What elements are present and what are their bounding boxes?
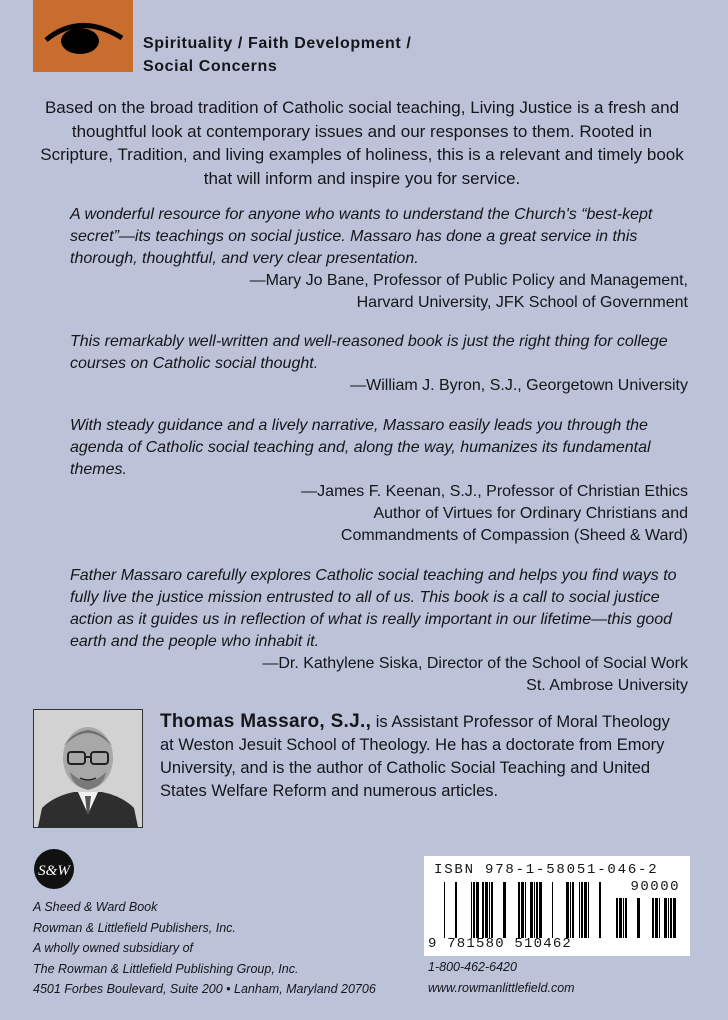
publisher-line: A Sheed & Ward Book bbox=[33, 900, 158, 914]
endorsement-attribution: —James F. Keenan, S.J., Professor of Christian Ethics bbox=[301, 483, 688, 500]
endorsement-2 bbox=[34, 331, 688, 397]
endorsement-text: A wonderful resource for anyone who wants to understand the Church's “best-kept secret”—its teachings on social justice. Massaro has done a great service in this thorough, thoughtful, and very clear presentation. bbox=[70, 206, 653, 267]
endorsement-1 bbox=[34, 204, 688, 314]
endorsement-attribution: Harvard University, JFK School of Government bbox=[356, 294, 688, 311]
publisher-line: A wholly owned subsidiary of bbox=[33, 941, 194, 955]
endorsement-text: Father Massaro carefully explores Catholic social teaching and helps you find ways to fully live the justice mission entrusted to all of us. This book is a call to social justice action as it guides us in reflection of what is really important in our lifetime—this good earth and the people who inhabit it. bbox=[70, 567, 677, 650]
publisher-line: The Rowman & Littlefield Publishing Group, Inc. bbox=[33, 961, 299, 976]
category-line-2: Social Concerns bbox=[143, 58, 278, 75]
endorsement-3 bbox=[34, 415, 688, 547]
isbn-barcode bbox=[424, 856, 690, 956]
publisher-line: 4501 Forbes Boulevard, Suite 200 • Lanham, Maryland 20706 bbox=[33, 982, 376, 996]
endorsement-attribution: —William J. Byron, S.J., Georgetown University bbox=[350, 377, 688, 394]
author-photo bbox=[33, 709, 143, 828]
publisher-info bbox=[33, 897, 423, 1000]
endorsement-attribution: Author of Virtues for Ordinary Christians and bbox=[373, 505, 688, 522]
author-bio bbox=[160, 710, 680, 803]
endorsement-attribution: —Dr. Kathylene Siska, Director of the School of Social Work bbox=[262, 655, 688, 672]
author-name: Thomas Massaro, S.J., bbox=[160, 711, 372, 732]
publisher-line: Rowman & Littlefield Publishers, Inc. bbox=[33, 920, 236, 935]
logo-letters: S&W bbox=[38, 863, 70, 879]
sheed-ward-logo bbox=[33, 848, 75, 890]
barcode-digits: 9 781580 510462 bbox=[428, 936, 573, 952]
endorsement-attribution: Commandments of Compassion (Sheed & Ward) bbox=[340, 527, 688, 544]
category-heading bbox=[143, 32, 563, 78]
price-code: 90000 bbox=[630, 879, 680, 895]
price-barcode-bars-icon bbox=[614, 898, 680, 938]
barcode-bars-icon bbox=[444, 882, 606, 938]
endorsement-attribution: St. Ambrose University bbox=[526, 677, 688, 694]
category-line-1: Spirituality / Faith Development / bbox=[143, 35, 412, 52]
book-description: Based on the broad tradition of Catholic social teaching, Living Justice is a fresh and thoughtful look at contemporary issues and our responses to them. Rooted in Scripture, Tradition, and living examples of holiness, this is a relevant and timely book that will inform and inspire you for service. bbox=[40, 98, 684, 188]
author-bio-text: is Assistant Professor of Moral Theology at Weston Jesuit School of Theology. He has a doctorate from Emory University, and is the author of Catholic Social Teaching and United States Welfare Reform and numerous articles. bbox=[160, 713, 670, 800]
eye-logo-box bbox=[33, 0, 133, 72]
endorsement-text: With steady guidance and a lively narrative, Massaro easily leads you through the agenda of Catholic social teaching and, along the way, humanizes its fundamental themes. bbox=[70, 417, 651, 478]
publisher-phone: 1-800-462-6420 bbox=[428, 960, 517, 974]
endorsement-4 bbox=[34, 565, 688, 697]
publisher-website: www.rowmanlittlefield.com bbox=[428, 981, 575, 995]
eye-icon bbox=[40, 14, 126, 58]
endorsement-text: This remarkably well-written and well-reasoned book is just the right thing for college courses on Catholic social thought. bbox=[70, 333, 668, 372]
sheed-ward-logo-icon bbox=[33, 848, 75, 890]
endorsement-attribution: —Mary Jo Bane, Professor of Public Policy and Management, bbox=[249, 272, 688, 289]
isbn-number: ISBN 978-1-58051-046-2 bbox=[434, 862, 659, 878]
author-portrait-icon bbox=[34, 710, 142, 827]
